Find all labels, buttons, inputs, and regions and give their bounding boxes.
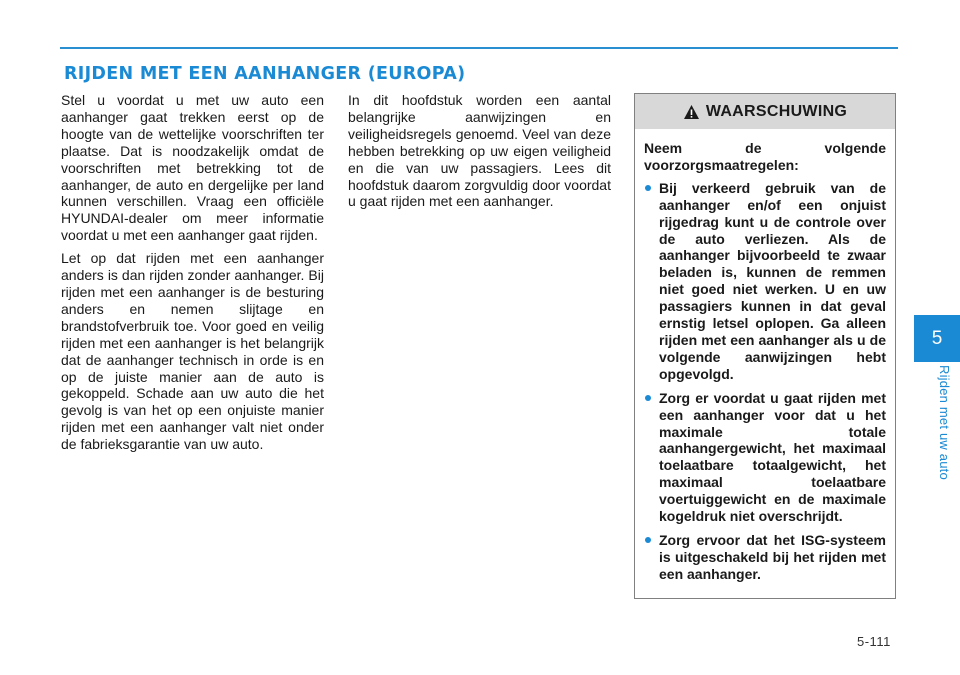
list-item-text: Bij verkeerd gebruik van de aanhanger en/of een onjuist rijgedrag kunt u de controle over de auto verliezen. Als de aanhanger bijvoorbeeld te zwaar beladen is, kunnen de remmen niet goed niet werken. U en uw passagiers kunnen in dat geval ernstig letsel oplopen. Ga alleen rijden met een aanhanger als u de volgende aanwijzingen hebt opgevolgd. [659, 179, 886, 382]
section-title: RIJDEN MET EEN AANHANGER (EUROPA) [64, 64, 466, 84]
bullet-icon [645, 537, 651, 543]
page-number: 5-111 [857, 634, 891, 649]
paragraph: Let op dat rijden met een aanhanger anders is dan rijden zonder aanhanger. Bij rijden met een aanhanger is de besturing anders en nemen slijtage en brandstofverbruik toe. Voor goed en veilig rijden met een aanhanger is het belangrijk dat de aanhanger technisch in orde is en op de juiste manier aan de auto is gekoppeld. Schade aan uw auto die het gevolg is van het op een onjuiste manier rijden met een aanhanger valt niet onder de fabrieksgarantie van uw auto. [61, 250, 324, 453]
text-column-left [61, 92, 324, 459]
warning-box [634, 93, 896, 599]
warning-list [644, 180, 886, 583]
list-item [644, 180, 886, 383]
list-item-text: Zorg ervoor dat het ISG-systeem is uitgeschakeld bij het rijden met een aanhanger. [659, 531, 886, 582]
warning-body [635, 129, 895, 583]
text-column-middle [348, 92, 611, 216]
header-rule [60, 47, 898, 49]
paragraph: Stel u voordat u met uw auto een aanhanger gaat trekken eerst op de hoogte van de wettelijke voorschriften ter plaatse. Dat is noodzakelijk omdat de voorschriften met betrekking tot de aanhanger, de auto en dergelijke per land kunnen verschillen. Vraag een officiële HYUNDAI-dealer om meer informatie voordat u met een aanhanger gaat rijden. [61, 92, 324, 244]
chapter-tab[interactable]: 5 [914, 315, 960, 362]
list-item-text: Zorg er voordat u gaat rijden met een aanhanger voor dat u het maximale totale aanhangergewicht, het maximaal toelaatbare totaalgewicht, het maximaal toelaatbare voertuiggewicht en de maximale kogeldruk niet overschrijdt. [659, 389, 886, 525]
list-item [644, 390, 886, 525]
warning-title: WAARSCHUWING [705, 102, 848, 120]
warning-triangle-icon [683, 104, 700, 120]
bullet-icon [645, 395, 651, 401]
paragraph: In dit hoofdstuk worden een aantal belangrijke aanwijzingen en veiligheidsregels genoemd. Veel van deze hebben betrekking op uw eigen veiligheid en die van uw passagiers. Lees dit hoofdstuk daarom zorgvuldig door voordat u gaat rijden met een aanhanger. [348, 92, 611, 210]
chapter-label: Rijden met uw auto [937, 365, 952, 480]
warning-intro: Neem de volgende voorzorgsmaatregelen: [644, 140, 886, 173]
list-item [644, 532, 886, 583]
warning-header [635, 94, 895, 129]
bullet-icon [645, 185, 651, 191]
